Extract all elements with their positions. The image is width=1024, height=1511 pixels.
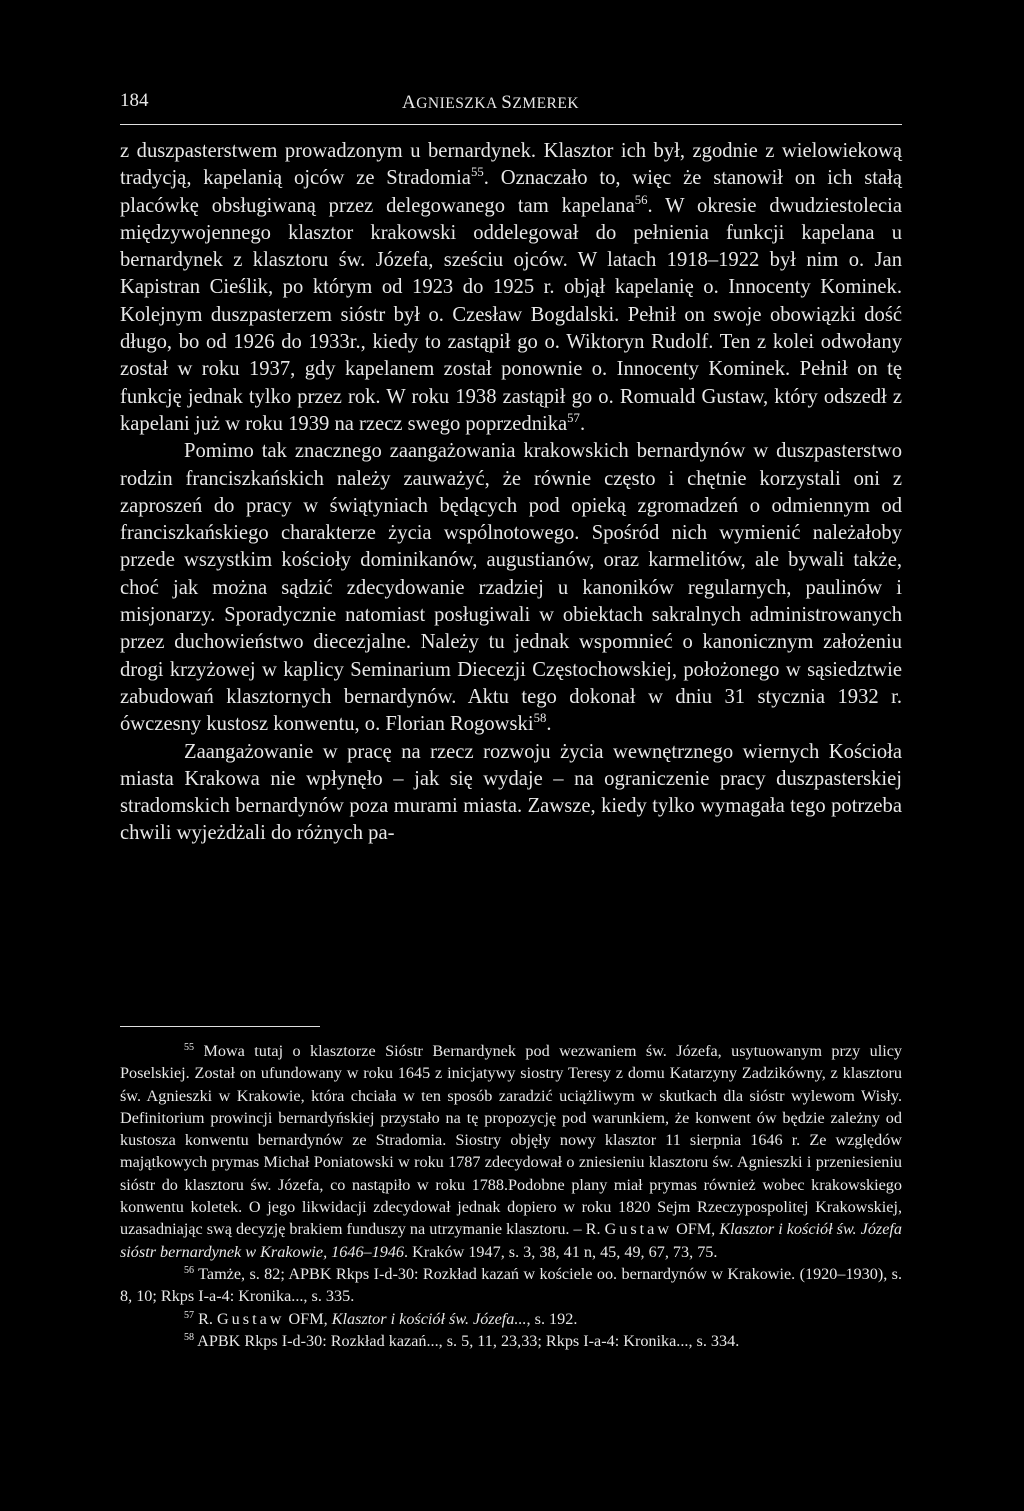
footnote-ref-56: 56 (634, 192, 648, 207)
footnote-55: $^{55}$ Mowa tutaj o klasztorze Sióstr Bernardynek pod wezwaniem św. Józefa, usytuowanym przy ulicy Poselskiej. Został on ufundowany w roku 1645 z inicjatywy siostry Teresy z domu Katarzyny Zadzikówny, z klasztoru św. Agnieszki w Krakowie, która chciała w ten sposób zaradzić uciążliwym w skutkach dla sióstr wylewom Wisły. Definitorium prowincji bernardyńskiej przystało na tę propozycję pod warunkiem, że konwent ów będzie zależny od kustosza konwentu bernardynów ze Stradomia. Siostry objęły nowy klasztor 11 sierpnia 1646 r. Ze względów majątkowych prymas Michał Poniatowski w roku 1787 zdecydował o zniesieniu klasztoru św. Agnieszki i przeniesieniu sióstr do klasztoru św. Józefa, co nastąpiło w roku 1788.Podobne plany miał prymas również wobec krakowskiego konwentu koletek. O jego likwidacji zdecydował jednak dopiero w roku 1820 Sejm Rzeczypospolitej Krakowskiej, uzasadniając swą decyzję brakiem funduszy na utrzymanie klasztoru. – R. Gustaw OFM, Klasztor i kościół św. Józefa sióstr bernardynek w Krakowie, 1646–1946. Kraków 1947, s. 3, 38, 41 n, 45, 49, 67, 73, 75. (120, 1041, 902, 1261)
footnote-ref-57: 57 (567, 411, 580, 426)
footnote-ref-55: 55 (470, 165, 484, 180)
page-header (120, 90, 902, 125)
main-text (120, 138, 902, 848)
paragraph-1: z duszpasterstwem prowadzonym u bernardynek. Klasztor ich był, zgodnie z wielowiekową tradycją, kapelanią ojców ze Stradomia$^{55}$. Oznaczało to, więc że stanowił on ich stałą placówkę obsługiwaną przez delegowanego tam kapelana$^{56}$. W okresie dwudziestolecia międzywojennego klasztor krakowski oddelegował do pełnienia funkcji kapelana u bernardynek z klasztoru św. Józefa, sześciu ojców. W latach 1918–1922 był nim o. Jan Kapistran Cieślik, po którym od 1923 do 1925 r. objął kapelanię o. Innocenty Kominek. Kolejnym duszpasterzem sióstr był o. Czesław Bogdalski. Pełnił on swoje obowiązki dość długo, bo od 1926 do 1933r., kiedy to zastąpił go o. Wiktoryn Rudolf. Ten z kolei odwołany został w roku 1937, gdy kapelanem został ponownie o. Innocenty Kominek. Pełnił on tę funkcję jednak tylko przez rok. W roku 1938 zastąpił go o. Romuald Gustaw, który odszedł z kapelani już w roku 1939 na rzecz swego poprzednika$^{57}$. (120, 140, 903, 435)
page-number: 184 (120, 90, 149, 111)
footnote-56: $^{56}$ Tamże, s. 82; APBK Rkps I-d-30: Rozkład kazań w kościele oo. bernardynów w Krakowie. (1920–1930), s. 8, 10; Rkps I-a-4: Kronika..., s. 335. (120, 1264, 902, 1306)
footnote-ref-58: 58 (533, 711, 547, 726)
footnote-separator (120, 1026, 320, 1027)
footnote-58: $^{58}$ APBK Rkps I-d-30: Rozkład kazań..., s. 5, 11, 23,33; Rkps I-a-4: Kronika..., s. 334. (184, 1331, 740, 1350)
running-head-author: AGNIESZKA SZMEREK (402, 92, 580, 113)
footnote-57: $^{57}$ R. Gustaw OFM, Klasztor i kościół św. Józefa..., s. 192. (184, 1309, 578, 1328)
paragraph-2: Pomimo tak znacznego zaangażowania krakowskich bernardynów w duszpasterstwo rodzin franciszkańskich należy zauważyć, że równie często i chętnie korzystali oni z zaproszeń do pracy w świątyniach będących pod opieką zgromadzeń o odmiennym od franciszkańskiego charakterze życia wspólnotowego. Spośród nich wymienić należałoby przede wszystkim kościoły dominikanów, augustianów, oraz karmelitów, ale bywali także, choć jak można sądzić zdecydowanie rzadziej u kanoników regularnych, paulinów i misjonarzy. Sporadycznie natomiast posługiwali w obiektach sakralnych administrowanych przez duchowieństwo diecezjalne. Należy tu jednak wspomnieć o kanonicznym założeniu drogi krzyżowej w kaplicy Seminarium Diecezji Częstochowskiej, położonego w sąsiedztwie zabudowań klasztornych bernardynów. Aktu tego dokonał w dniu 31 stycznia 1932 r. ówczesny kustosz konwentu, o. Florian Rogowski$^{58}$. (120, 440, 902, 736)
paragraph-3: Zaangażowanie w pracę na rzecz rozwoju życia wewnętrznego wiernych Kościoła miasta Krakowa nie wpłynęło – jak się wydaje – na ograniczenie pracy duszpasterskiej stradomskich bernardynów poza murami miasta. Zawsze, kiedy tylko wymagała tego potrzeba chwili wyjeżdżali do różnych pa- (120, 740, 902, 845)
footnotes (120, 1040, 902, 1352)
